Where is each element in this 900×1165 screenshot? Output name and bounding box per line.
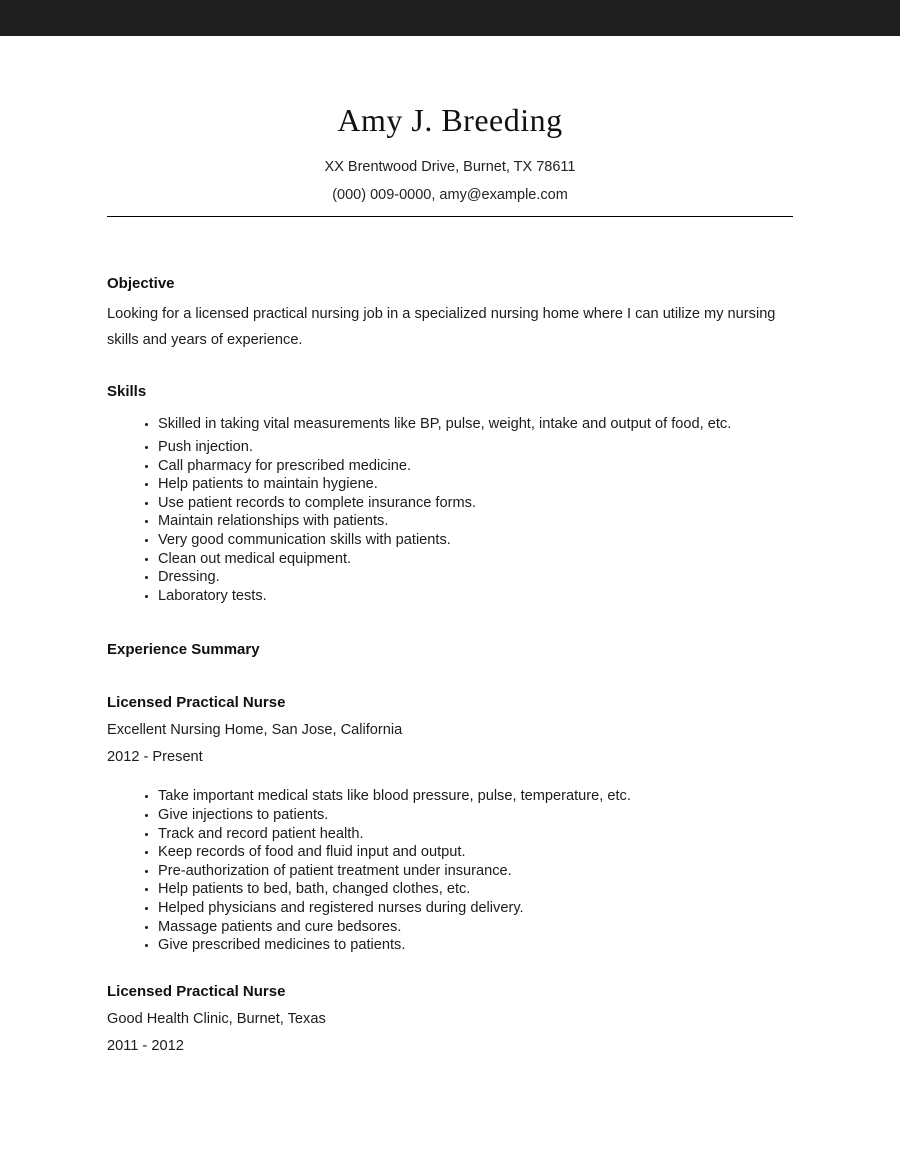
list-item: • Helped physicians and registered nurses during delivery. bbox=[158, 899, 793, 918]
skills-heading: Skills bbox=[107, 383, 147, 400]
job-dates: 2011 - 2012 bbox=[107, 1037, 184, 1054]
list-item: • Maintain relationships with patients. bbox=[158, 512, 793, 531]
list-item: • Very good communication skills with patients. bbox=[158, 531, 793, 550]
job-employer: Excellent Nursing Home, San Jose, California bbox=[107, 722, 403, 739]
list-item: • Massage patients and cure bedsores. bbox=[158, 918, 793, 937]
experience-section bbox=[107, 641, 793, 1053]
objective-heading: Objective bbox=[107, 275, 175, 292]
list-item: • Give injections to patients. bbox=[158, 806, 793, 825]
list-item: • Call pharmacy for prescribed medicine. bbox=[158, 457, 793, 476]
contact-line: (000) 009-0000, amy@example.com bbox=[332, 187, 568, 203]
list-item: • Keep records of food and fluid input and output. bbox=[158, 843, 793, 862]
list-item: • Help patients to bed, bath, changed clothes, etc. bbox=[158, 880, 793, 899]
person-name: Amy J. Breeding bbox=[337, 102, 563, 138]
job-entry bbox=[107, 694, 793, 954]
list-item: • Help patients to maintain hygiene. bbox=[158, 475, 793, 494]
top-bar bbox=[0, 0, 900, 36]
address-line: XX Brentwood Drive, Burnet, TX 78611 bbox=[324, 159, 576, 175]
experience-heading: Experience Summary bbox=[107, 641, 260, 659]
objective-text: Looking for a licensed practical nursing job in a specialized nursing home where I can utilize my nursing skills and years of experience. bbox=[107, 306, 776, 348]
job-dates: 2012 - Present bbox=[107, 749, 203, 766]
list-item: • Clean out medical equipment. bbox=[158, 550, 793, 569]
resume-header bbox=[107, 102, 793, 217]
duties-list bbox=[107, 787, 793, 954]
list-item: • Dressing. bbox=[158, 568, 793, 587]
objective-section bbox=[107, 275, 793, 353]
header-divider bbox=[107, 216, 793, 217]
list-item: • Laboratory tests. bbox=[158, 587, 793, 606]
list-item: • Track and record patient health. bbox=[158, 825, 793, 844]
job-entry bbox=[107, 983, 793, 1054]
skills-list bbox=[107, 412, 793, 605]
list-item: • Give prescribed medicines to patients. bbox=[158, 936, 793, 955]
list-item: • Push injection. bbox=[158, 438, 793, 457]
job-title: Licensed Practical Nurse bbox=[107, 982, 286, 1000]
list-item: • Pre-authorization of patient treatment under insurance. bbox=[158, 862, 793, 881]
job-title: Licensed Practical Nurse bbox=[107, 694, 286, 712]
job-employer: Good Health Clinic, Burnet, Texas bbox=[107, 1010, 326, 1027]
skills-section bbox=[107, 383, 793, 605]
list-item: • Take important medical stats like blood pressure, pulse, temperature, etc. bbox=[158, 787, 793, 806]
list-item: • Skilled in taking vital measurements like BP, pulse, weight, intake and output of food, etc. bbox=[158, 412, 793, 437]
resume-page bbox=[0, 102, 900, 1054]
list-item: • Use patient records to complete insurance forms. bbox=[158, 494, 793, 513]
